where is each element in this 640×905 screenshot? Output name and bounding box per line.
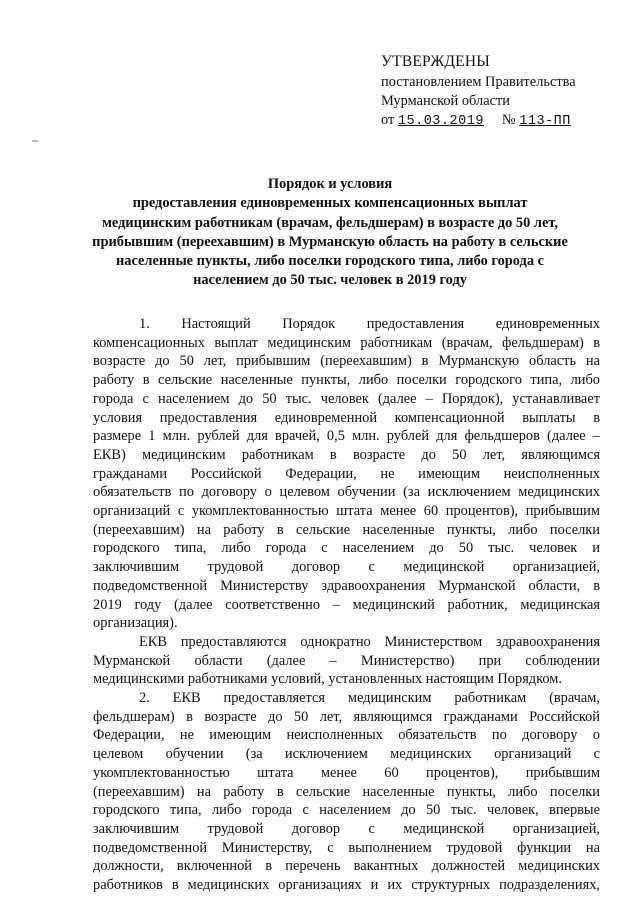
text-line: размере 1 млн. рублей для врачей, 0,5 млн. рублей для фельдшеров (далее – (93, 428, 600, 445)
title-line: населенные пункты, либо поселки городского типа, либо города с (115, 253, 545, 270)
text-line: ЕКВ) медицинским работникам в возрасте до 50 лет, являющимся (93, 446, 600, 463)
approval-line-2: Мурманской области (381, 93, 510, 109)
title-line: предоставления единовременных компенсационных выплат (132, 195, 528, 212)
approval-date-row (381, 111, 621, 131)
approval-heading: УТВЕРЖДЕНЫ (381, 53, 490, 70)
approval-line-1: постановлением Правительства (381, 74, 576, 90)
text-line: укомплектованностью штата менее 60 процентов), прибывшим (93, 764, 600, 781)
text-line: 1. Настоящий Порядок предоставления единовременных (139, 316, 600, 332)
title-line: населением до 50 тыс. человек в 2019 году (193, 272, 467, 289)
text-line: Федерации, не имеющим неисполненных обязательств по договору о (93, 727, 600, 744)
text-line: 2019 году (далее соответственно – медицинский работник, медицинская (93, 596, 600, 613)
paragraph-2 (93, 633, 600, 689)
approval-stamp (381, 52, 621, 131)
text-line: подведомственной Министерству здравоохранения Мурманской области, в (93, 577, 600, 594)
text-line: городского типа, либо города с населением до 50 тыс. человек и (93, 540, 600, 557)
text-line: медицинскими работниками условий, установленных настоящим Порядком. (93, 671, 563, 688)
text-line: заключившим трудовой договор с медицинской организацией, (93, 820, 600, 837)
text-line: 2. ЕКВ предоставляется медицинским работникам (врачам, (139, 690, 600, 707)
text-line: условия предоставления единовременной компенсационной выплаты в (93, 409, 600, 426)
text-line: работников в медицинских организациях и их структурных подразделениях, (93, 877, 600, 894)
title-line: прибывшим (переехавшим) в Мурманскую область на работу в сельские (92, 233, 568, 250)
document-title (80, 175, 580, 291)
approval-number: 113-ПП (519, 114, 571, 129)
text-line: фельдшерам) в возрасте до 50 лет, являющимся гражданами Российской (93, 708, 600, 725)
document-body (93, 315, 600, 895)
text-line: (переехавшим) на работу в сельские населенные пункты, либо поселки (93, 783, 600, 800)
text-line: (переехавшим) на работу в сельские населенные пункты, либо поселки (93, 521, 600, 538)
text-line: целевом обучении (за исключением медицинских организаций с (93, 746, 600, 763)
text-line: заключившим трудовой договор с медицинской организацией, (93, 559, 600, 576)
text-line: организация). (93, 615, 178, 632)
date-prefix: от (381, 112, 395, 128)
text-line: Мурманской области (далее – Министерство) при соблюдении (93, 652, 600, 669)
text-line: гражданами Российской Федерации, не имеющим неисполненных (93, 465, 600, 482)
scan-artifact (32, 140, 38, 142)
text-line: города с населением до 50 тыс. человек (далее – Порядок), устанавливает (93, 390, 600, 407)
paragraph-3 (93, 689, 600, 895)
text-line: городского типа, либо города с населением до 50 тыс. человек, впервые (93, 802, 600, 819)
text-line: обязательств по договору о целевом обучении (за исключением медицинских (93, 484, 600, 501)
paragraph-1 (93, 315, 600, 633)
text-line: должности, включенной в перечень вакантных должностей медицинских (93, 858, 600, 875)
text-line: компенсационных выплат медицинским работникам (врачам, фельдшерам) в (93, 334, 600, 351)
title-line: Порядок и условия (267, 176, 393, 192)
text-line: организаций с укомплектованностью штата менее 60 процентов), прибывшим (93, 503, 600, 520)
text-line: возрасте до 50 лет, прибывшим (переехавшим) в Мурманскую область на (93, 353, 600, 370)
approval-date: 15.03.2019 (397, 114, 484, 129)
title-line: медицинским работникам (врачам, фельдшерам) в возрасте до 50 лет, (102, 214, 558, 231)
text-line: работу в сельские населенные пункты, либо поселки городского типа, либо (93, 372, 600, 389)
number-prefix: № (501, 112, 516, 128)
text-line: подведомственной Министерству, с выполнением трудовой функции на (93, 839, 600, 856)
text-line: ЕКВ предоставляются однократно Министерством здравоохранения (139, 633, 600, 650)
